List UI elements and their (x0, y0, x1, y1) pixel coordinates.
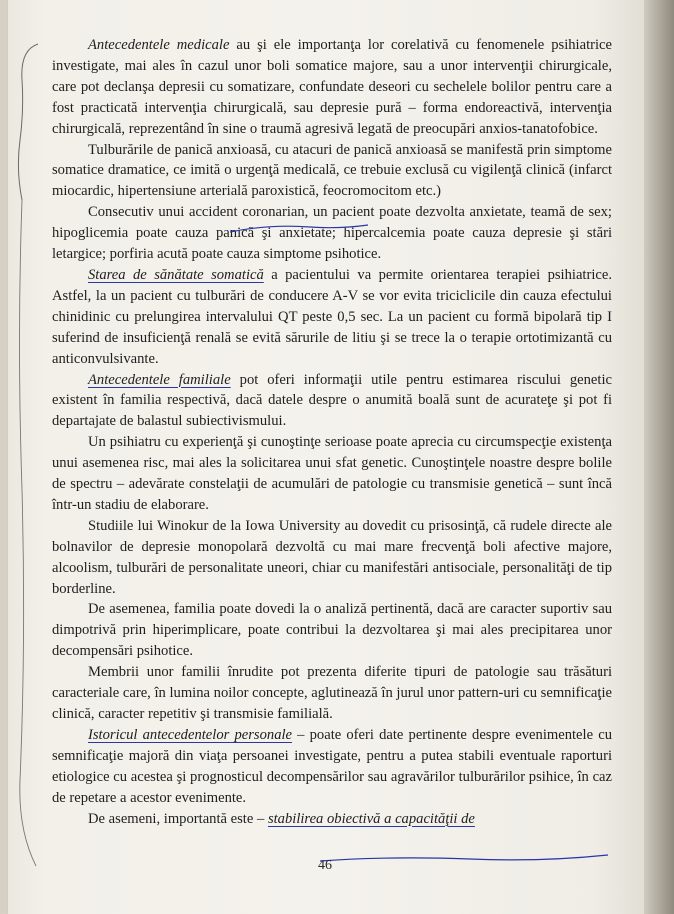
text-run: a pacientului va permite orientarea terapiei psihiatrice. Astfel, la un pacient cu tulburări de conducere A-V se vor evita triciclicile din cauza efectului chinidinic cu prelungirea intervalului QT peste 0,5 sec. La un pacient cu formă bipolară tip I suferind de insuficienţă renală se evită sărurile de litiu şi se trece la o terapie ortotimizantă cu anticonvulsivante. (52, 266, 613, 367)
emphasized-term: stabilirea obiectivă a capacităţii de (267, 810, 475, 827)
text-run: De asemenea, familia poate dovedi la o analiză pertinentă, dacă are caracter suportiv sau dimpotrivă prin hiperimplicare, poate contribui la dezvoltarea şi mai ales precipitarea unor decompensări psihotice. (52, 601, 612, 660)
paragraph (52, 202, 612, 265)
page-edge-shadow (644, 0, 674, 914)
text-run: Un psihiatru cu experienţă şi cunoştinţe serioase poate aprecia cu circumspecţie existenţa unui asemenea risc, mai ales la solicitarea unui sfat genetic. Cunoştinţele noastre despre bolile de spectru – adevărate constelaţii de acumulări de patologie cu transmisie genetică – sunt încă într-un stadiu de elaborare. (52, 434, 612, 513)
page-number: 46 (318, 858, 332, 873)
paragraph (52, 809, 612, 830)
paragraph-list (52, 35, 612, 829)
paragraph (52, 370, 612, 433)
text-run: Consecutiv unui accident coronarian, un pacient poate dezvolta anxietate, teamă de sex; hipoglicemia poate cauza panică şi anxietate; hipercalcemia poate cauza depresie şi stări letargice; porfiria acută poate cauza simptome psihotice. (52, 204, 612, 263)
text-run: Studiile lui Winokur de la Iowa University au dovedit cu prisosinţă, că rudele directe ale bolnavilor de depresie monopolară dezvoltă cu mai mare frecvenţă boli afective majore, alcoolism, tulburări de personalitate uneori, chiar cu manifestări antisociale, personalităţi de tip borderline. (52, 517, 612, 597)
paragraph (52, 35, 612, 140)
text-run: – poate oferi date pertinente despre evenimentele cu semnificaţie majoră din viaţa persoanei investigate, pentru a putea stabili eventuale raporturi etiologice cu acestea şi prognosticul decompensărilor sau agravărilor tulburărilor psihice, în caz de repetare a acestor evenimente. (52, 726, 612, 806)
text-run: Tulburările de panică anxioasă, cu atacuri de panică anxioasă se manifestă prin simptome somatice dramatice, ce imită o urgenţă medicală, ce trebuie exclusă cu vigilenţă clinică (infarct miocardic, hipertensiune arterială paroxistică, feocromocitom etc.) (52, 141, 612, 200)
paragraph (52, 599, 612, 662)
paragraph (52, 265, 612, 370)
paragraph (52, 432, 612, 516)
text-run: au şi ele importanţa lor corelativă cu fenomenele psihiatrice investigate, mai ales în cazul unor boli somatice majore, sau a unor intervenţii chirurgicale, care pot declanşa depresii cu somatizare, confundate deseori cu sechelele bolilor pentru care a fost practicată intervenţia chirurgicală, sau depresie pură – forma endoreactivă, intervenţia chirurgicală, reprezentând în sine o traumă agresivă legată de preocupări anxios-tanatofobice. (52, 37, 613, 137)
paragraph (52, 140, 612, 203)
emphasized-term: Antecedentele medicale (88, 37, 230, 53)
emphasized-term: Istoricul antecedentelor personale (88, 726, 293, 743)
text-run: Membrii unor familii înrudite pot prezenta diferite tipuri de patologie sau trăsături caracteriale care, în lumina noilor concepte, aglutinează în jurul unor pattern-uri cu semnificaţie clinică, caracter repetitiv şi transmisie familială. (52, 664, 612, 722)
page-text (52, 35, 612, 829)
emphasized-term: Antecedentele familiale (88, 371, 231, 388)
emphasized-term: Starea de sănătate somatică (88, 266, 264, 283)
paragraph (52, 662, 612, 725)
paragraph (52, 516, 612, 600)
paragraph (52, 725, 612, 809)
text-run: De asemeni, importantă este – (88, 810, 268, 827)
text-run: pot oferi informaţii utile pentru estimarea riscului genetic existent în familia respectivă, dacă datele despre o anumită boală sunt de acurateţe şi pot fi departajate de balastul subiectivismului. (52, 371, 612, 430)
